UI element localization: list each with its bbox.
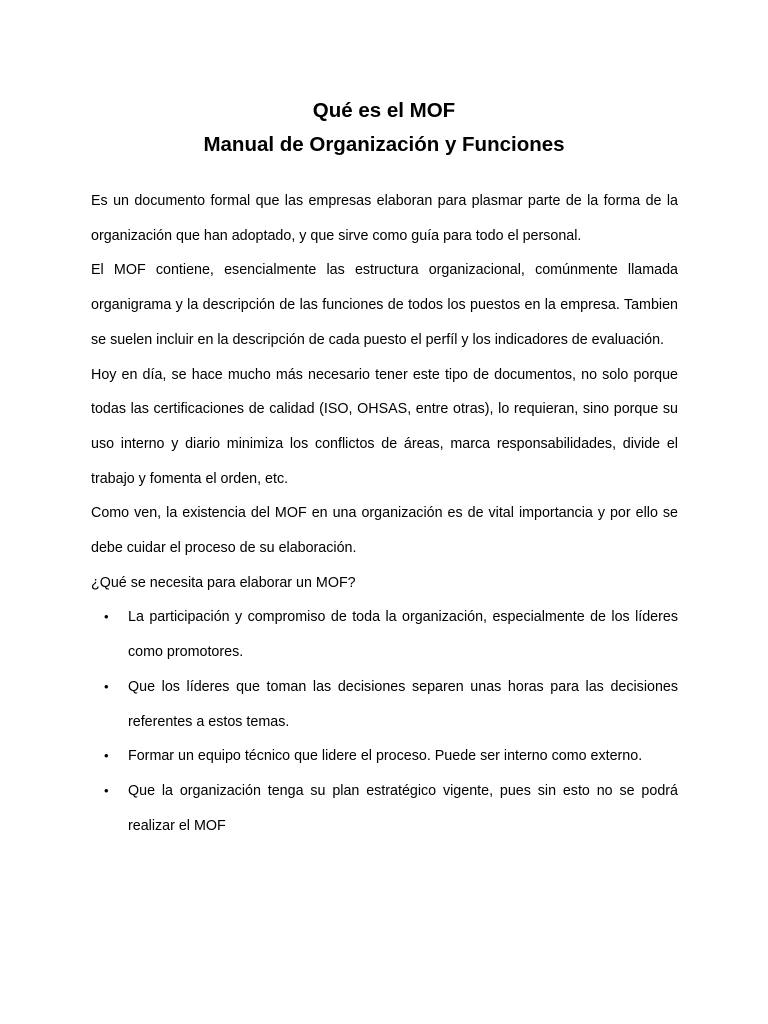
bullet-icon: • bbox=[104, 748, 109, 764]
paragraph-importance: Hoy en día, se hace mucho más necesario tener este tipo de documentos, no solo porque todas las certificaciones de calidad (ISO, OHSAS, entre otras), lo requieran, sino porque su uso interno y diario minimiza los conflictos de áreas, marca responsabilidades, divide el trabajo y fomenta el orden, etc. bbox=[91, 366, 678, 487]
bullet-icon: • bbox=[104, 678, 109, 694]
list-item bbox=[91, 774, 678, 843]
list-item bbox=[91, 670, 678, 739]
title-line-1: Qué es el MOF bbox=[312, 99, 456, 122]
list-item bbox=[91, 739, 678, 774]
requirements-list bbox=[91, 600, 678, 843]
document-body bbox=[91, 184, 678, 843]
title-line-2: Manual de Organización y Funciones bbox=[203, 133, 565, 156]
document-title bbox=[0, 94, 768, 162]
paragraph-contents: El MOF contiene, esencialmente las estructura organizacional, comúnmente llamada organigrama y la descripción de las funciones de todos los puestos en la empresa. Tambien se suelen incluir en la descripción de cada puesto el perfíl y los indicadores de evaluación. bbox=[91, 262, 678, 348]
list-item-text: Formar un equipo técnico que lidere el proceso. Puede ser interno como externo. bbox=[128, 748, 643, 765]
list-item-text: Que la organización tenga su plan estratégico vigente, pues sin esto no se podrá realizar el MOF bbox=[128, 782, 678, 834]
bullet-icon: • bbox=[104, 609, 109, 625]
list-item-text: La participación y compromiso de toda la organización, especialmente de los líderes como promotores. bbox=[128, 609, 678, 661]
paragraph-definition: Es un documento formal que las empresas elaboran para plasmar parte de la forma de la organización que han adoptado, y que sirve como guía para todo el personal. bbox=[91, 193, 678, 244]
paragraph-question: ¿Qué se necesita para elaborar un MOF? bbox=[91, 574, 356, 591]
paragraph-conclusion: Como ven, la existencia del MOF en una organización es de vital importancia y por ello se debe cuidar el proceso de su elaboración. bbox=[91, 505, 678, 557]
bullet-icon: • bbox=[104, 782, 109, 798]
list-item bbox=[91, 600, 678, 669]
list-item-text: Que los líderes que toman las decisiones separen unas horas para las decisiones referentes a estos temas. bbox=[128, 678, 678, 730]
